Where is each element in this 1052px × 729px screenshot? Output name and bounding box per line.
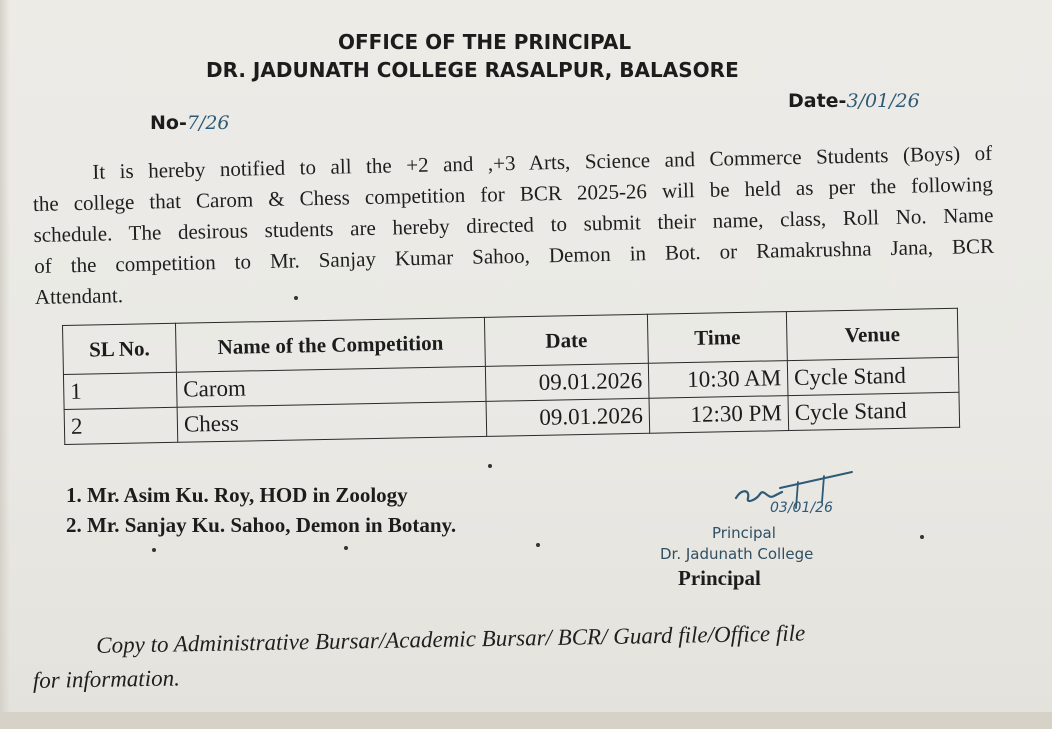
principal-designation: Principal bbox=[678, 566, 761, 590]
copy-line: for information. bbox=[32, 665, 181, 693]
paper-bottom-edge bbox=[0, 712, 1052, 729]
cell-sl-no: 1 bbox=[63, 372, 177, 409]
cell-date: 09.01.2026 bbox=[486, 398, 650, 436]
schedule-table-wrapper bbox=[62, 308, 960, 445]
cell-date: 09.01.2026 bbox=[485, 363, 649, 401]
office-heading: OFFICE OF THE PRINCIPAL bbox=[338, 30, 632, 54]
ink-speck bbox=[536, 543, 540, 547]
paper-left-edge bbox=[0, 0, 10, 729]
notice-date-label: Date- bbox=[788, 90, 847, 112]
committee-members-list bbox=[66, 480, 456, 540]
notice-line: Attendant. bbox=[34, 283, 124, 309]
ink-speck bbox=[920, 535, 924, 539]
list-item: 1. Mr. Asim Ku. Roy, HOD in Zoology bbox=[66, 483, 408, 507]
notice-line: schedule. The desirous students are hereby directed to submit their name, class, Roll No. Name bbox=[33, 202, 994, 247]
notice-body bbox=[32, 138, 995, 313]
notice-date bbox=[788, 90, 920, 112]
copy-line: Copy to Administrative Bursar/Academic Bursar/ BCR/ Guard file/Office file bbox=[96, 620, 806, 658]
ink-speck bbox=[294, 296, 298, 300]
cell-venue: Cycle Stand bbox=[788, 392, 960, 430]
column-header-competition: Name of the Competition bbox=[175, 317, 485, 372]
cell-sl-no: 2 bbox=[64, 407, 178, 444]
cell-competition: Carom bbox=[176, 366, 486, 407]
notice-date-value: 3/01/26 bbox=[846, 90, 920, 112]
cell-competition: Chess bbox=[177, 401, 487, 442]
reference-number bbox=[150, 112, 230, 134]
cell-time: 10:30 AM bbox=[648, 361, 788, 399]
column-header-date: Date bbox=[484, 314, 648, 366]
list-item: 2. Mr. Sanjay Ku. Sahoo, Demon in Botany. bbox=[66, 513, 457, 537]
stamp-title: Principal bbox=[712, 524, 776, 542]
column-header-venue: Venue bbox=[786, 308, 958, 360]
notice-line: of the competition to Mr. Sanjay Kumar Sahoo, Demon in Bot. or Ramakrushna Jana, BCR bbox=[34, 233, 995, 278]
principal-signature bbox=[732, 470, 862, 516]
notice-line: It is hereby notified to all the +2 and ,+3 Arts, Science and Commerce Students (Boys) of bbox=[92, 140, 993, 184]
copy-to-note bbox=[32, 613, 1013, 698]
reference-number-value: 7/26 bbox=[186, 112, 230, 134]
notice-line: the college that Carom & Chess competition for BCR 2025-26 will be held as per the following bbox=[32, 171, 994, 216]
college-heading: DR. JADUNATH COLLEGE RASALPUR, BALASORE bbox=[206, 58, 739, 82]
schedule-table bbox=[62, 308, 960, 445]
ink-speck bbox=[344, 546, 348, 550]
column-header-time: Time bbox=[647, 312, 787, 364]
column-header-sl-no: SL No. bbox=[63, 323, 177, 374]
ink-speck bbox=[152, 548, 156, 552]
cell-time: 12:30 PM bbox=[649, 396, 789, 434]
reference-number-label: No- bbox=[150, 112, 187, 134]
cell-venue: Cycle Stand bbox=[787, 357, 959, 395]
stamp-college: Dr. Jadunath College bbox=[660, 545, 814, 563]
signature-date: 03/01/26 bbox=[770, 500, 833, 516]
ink-speck bbox=[488, 464, 492, 468]
